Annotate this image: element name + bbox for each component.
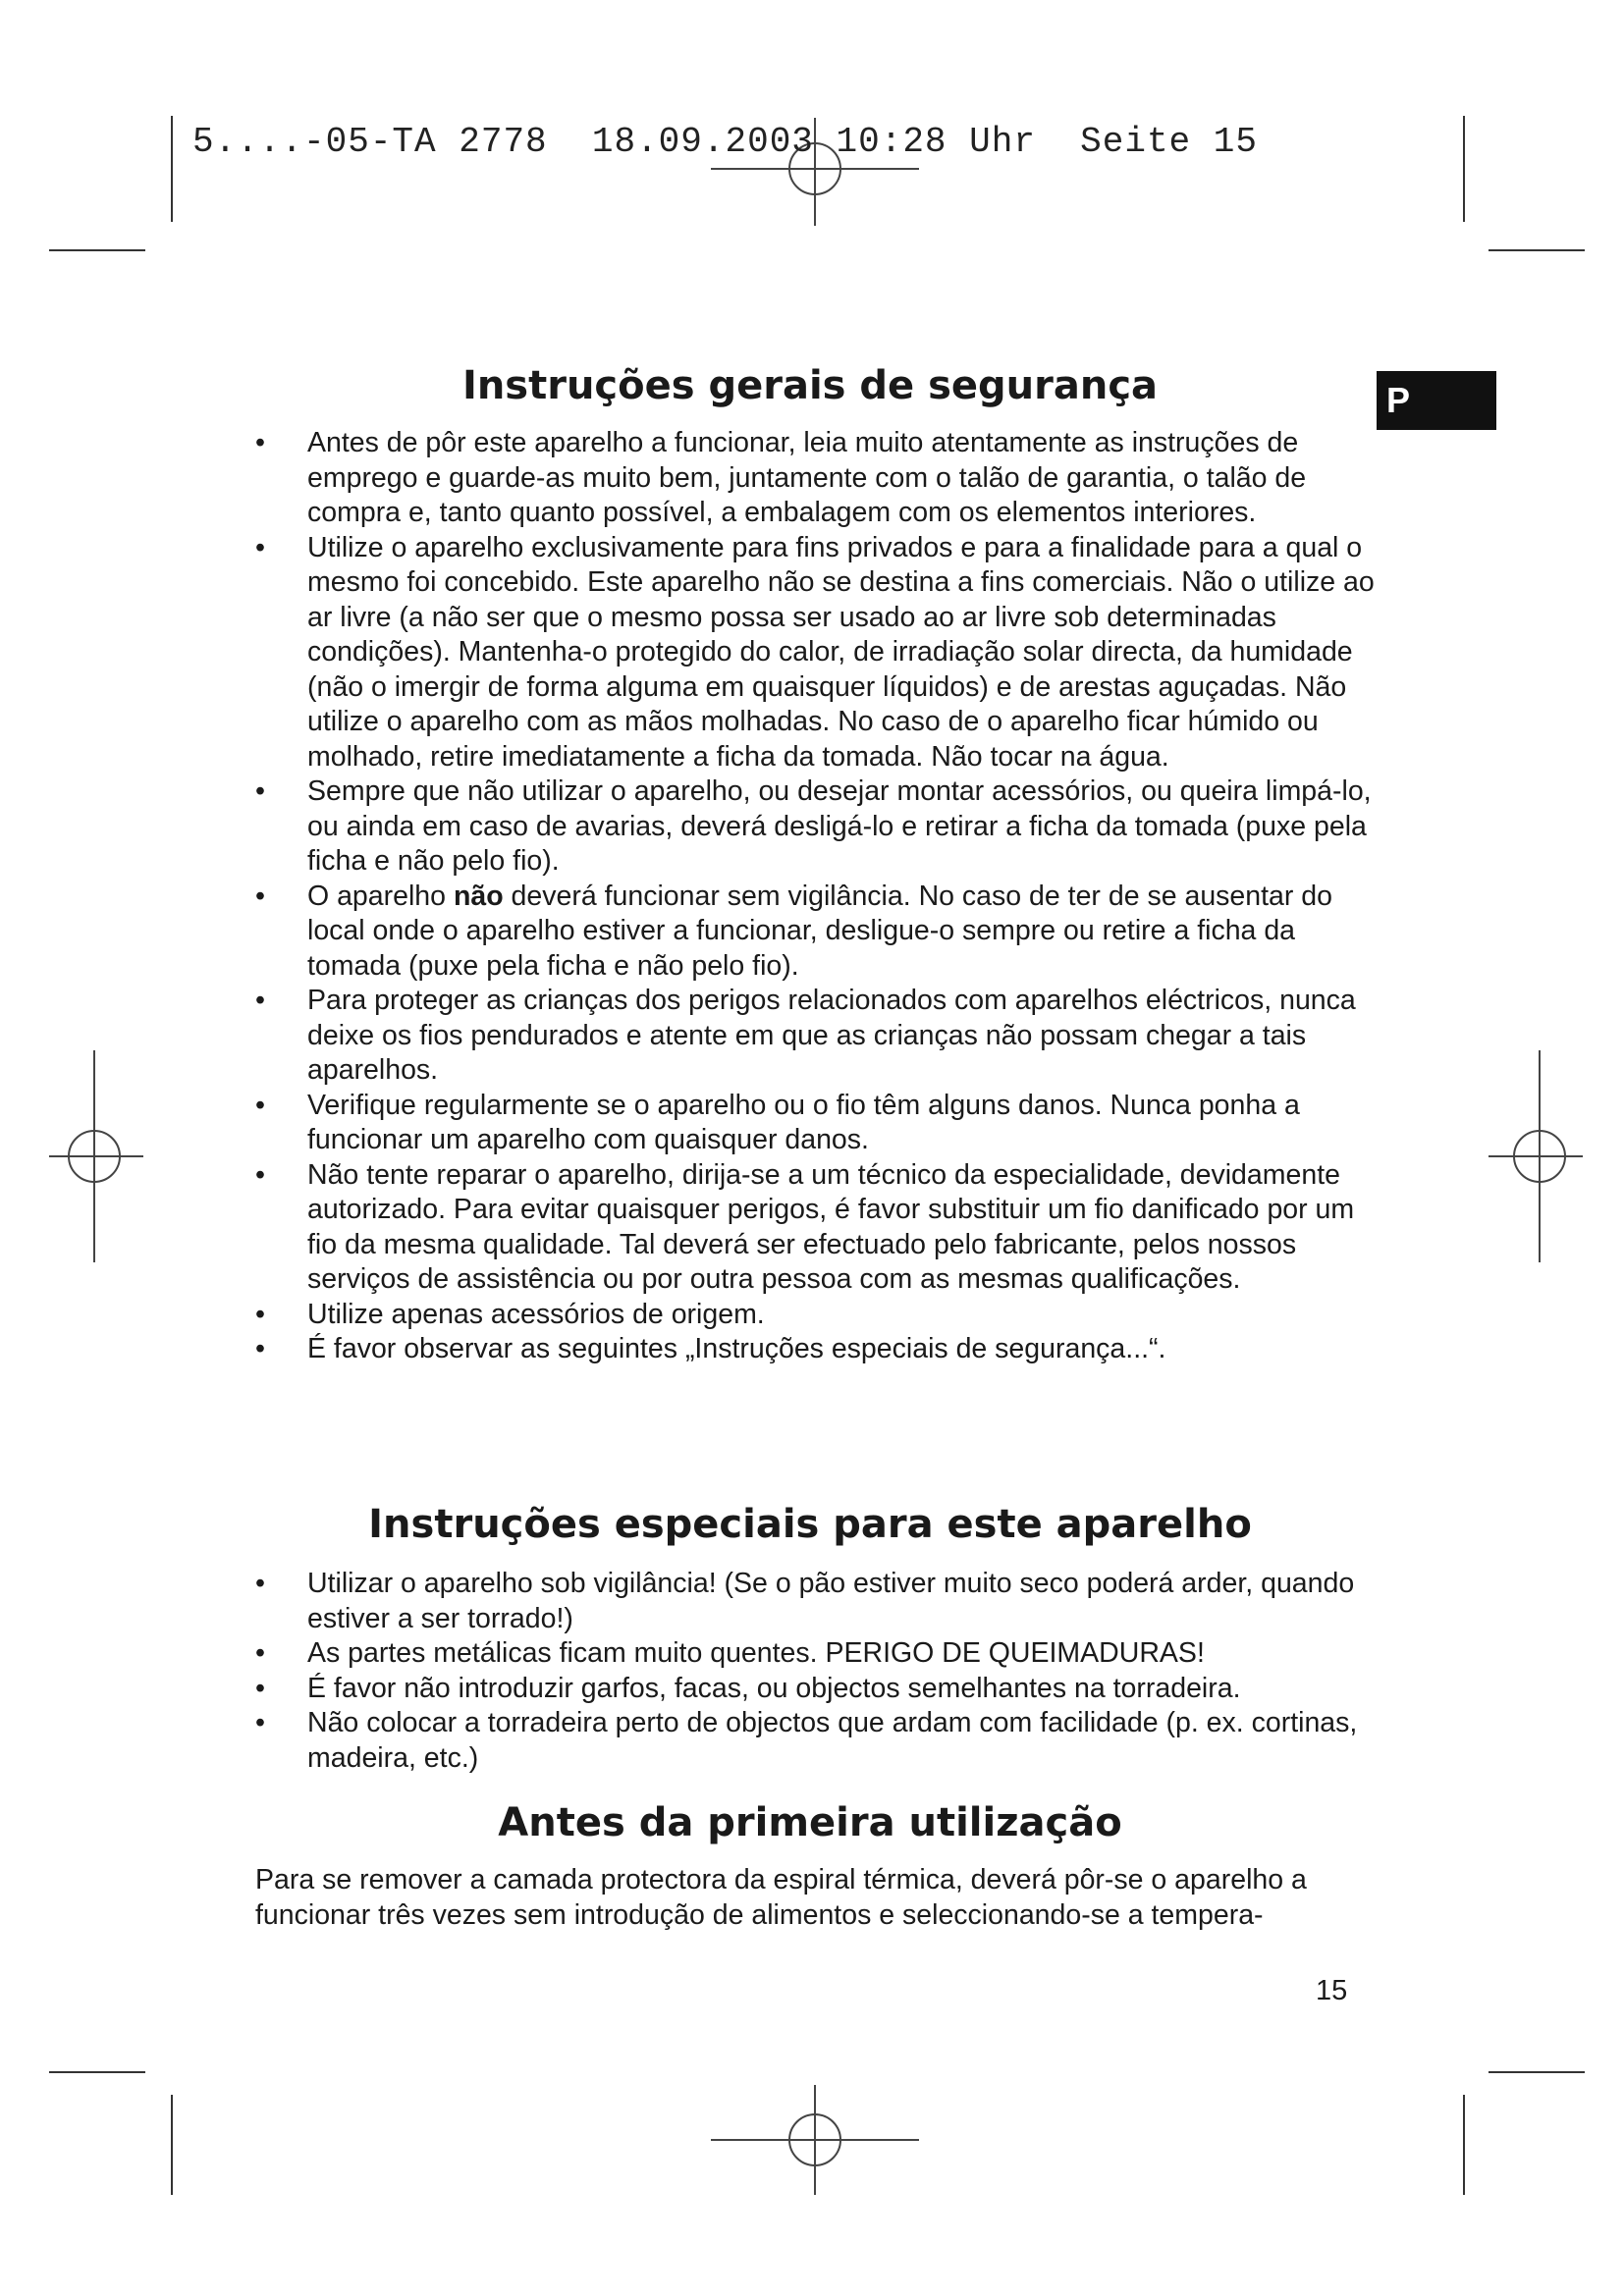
bullet: • (255, 1637, 265, 1669)
registration-mark-icon (711, 2085, 919, 2195)
list-item (255, 1089, 1375, 1158)
bullet: • (255, 1158, 265, 1191)
list-item (255, 531, 1375, 775)
crop-mark (1489, 249, 1585, 251)
crop-mark (1463, 2095, 1465, 2195)
list-item-text: É favor observar as seguintes „Instruções especiais de segurança...“. (307, 1333, 1166, 1364)
list-item (255, 1636, 1375, 1672)
list-item-text: Utilize apenas acessórios de origem. (307, 1298, 765, 1330)
crop-mark (171, 116, 173, 222)
list-item (255, 774, 1375, 880)
bullet: • (255, 775, 265, 807)
bullet: • (255, 1672, 265, 1704)
list-item (255, 1706, 1375, 1776)
bullet: • (255, 985, 265, 1016)
crop-mark (1489, 2071, 1585, 2073)
bullet: • (255, 880, 265, 912)
list-item-text: É favor não introduzir garfos, facas, ou objectos semelhantes na torradeira. (307, 1672, 1241, 1704)
before-first-use-text: Para se remover a camada protectora da espiral térmica, deverá pôr-se o aparelho a funcionar três vezes sem introdução de alimentos e seleccionando-se a tempera- (255, 1864, 1307, 1931)
list-item-text: Verifique regularmente se o aparelho ou o fio têm alguns danos. Nunca ponha a funcionar um aparelho com quaisquer danos. (307, 1089, 1300, 1155)
list-item (255, 1298, 1375, 1333)
bullet: • (255, 531, 265, 563)
bullet: • (255, 427, 265, 458)
crop-mark (49, 2071, 145, 2073)
list-item (255, 984, 1375, 1089)
registration-mark-icon (1489, 1050, 1583, 1262)
section-title-before-first-use: Antes da primeira utilização (498, 1800, 1122, 1845)
section-title-general-safety: Instruções gerais de segurança (461, 363, 1159, 408)
list-item-text: Não tente reparar o aparelho, dirija-se a um técnico da especialidade, devidamente autorizado. Para evitar quaisquer perigos, é favor substituir um fio danificado por um fio da mesma qualidade. Tal deverá ser efectuado pelo fabricante, pelos nossos serviços de assistência ou por outra pessoa com as mesmas qualificações. (307, 1158, 1355, 1295)
list-item-text: Antes de pôr este aparelho a funcionar, leia muito atentamente as instruções de emprego e guarde-as muito bem, juntamente com o talão de garantia, o talão de compra e, tanto quanto possível, a embalagem com os elementos interiores. (307, 427, 1307, 528)
registration-mark-icon (49, 1050, 143, 1262)
bullet: • (255, 1568, 265, 1599)
list-item (255, 1567, 1375, 1636)
bullet: • (255, 1089, 265, 1121)
bullet: • (255, 1333, 265, 1364)
list-item-text: Utilize o aparelho exclusivamente para fins privados e para a finalidade para a qual o mesmo foi concebido. Este aparelho não se destina a fins comerciais. Não o utilize ao ar livre (a não ser que o mesmo possa ser usado ao ar livre sob determinadas condições). Mantenha-o protegido do calor, de irradiação solar directa, da humidade (não o imergir de forma alguma em quaisquer líquidos) e de arestas aguçadas. Não utilize o aparelho com as mãos molhadas. No caso de o aparelho ficar húmido ou molhado, retire imediatamente a ficha da tomada. Não tocar na água. (307, 531, 1375, 773)
print-slug: 5....-05-TA 2778 18.09.2003 10:28 Uhr Seite 15 (192, 122, 1258, 162)
list-item-text: deverá funcionar sem vigilância. No caso de ter de se ausentar do local onde o aparelho estiver a funcionar, desligue-o sempre ou retire a ficha da tomada (puxe pela ficha e não pelo fio). (307, 880, 1333, 982)
general-safety-list (255, 426, 1375, 1367)
crop-mark (49, 249, 145, 251)
list-item-text: Para proteger as crianças dos perigos relacionados com aparelhos eléctricos, nunca deixe os fios pendurados e atente em que as crianças não possam chegar a tais aparelhos. (307, 985, 1356, 1086)
list-item (255, 426, 1375, 531)
list-item (255, 1672, 1375, 1707)
crop-mark (1463, 116, 1465, 222)
crop-mark (171, 2095, 173, 2195)
list-item-text: Utilizar o aparelho sob vigilância! (Se o pão estiver muito seco poderá arder, quando estiver a ser torrado!) (307, 1568, 1355, 1634)
section-title-special-instructions: Instruções especiais para este aparelho (368, 1502, 1252, 1547)
list-item-text: As partes metálicas ficam muito quentes. PERIGO DE QUEIMADURAS! (307, 1637, 1205, 1669)
list-item-text: Não colocar a torradeira perto de objectos que ardam com facilidade (p. ex. cortinas, madeira, etc.) (307, 1707, 1358, 1774)
special-instructions-list (255, 1567, 1375, 1776)
list-item (255, 1158, 1375, 1298)
bullet: • (255, 1707, 265, 1738)
emphasis-text: não (453, 880, 504, 912)
list-item-text: O aparelho (307, 880, 454, 912)
bullet: • (255, 1298, 265, 1330)
language-tab: P (1377, 371, 1496, 430)
page-number: 15 (1316, 1975, 1348, 2006)
list-item (255, 1332, 1375, 1367)
list-item-text: Sempre que não utilizar o aparelho, ou desejar montar acessórios, ou queira limpá-lo, ou ainda em caso de avarias, deverá desligá-lo e retirar a ficha da tomada (puxe pela ficha e não pelo fio). (307, 775, 1372, 877)
list-item (255, 880, 1375, 985)
